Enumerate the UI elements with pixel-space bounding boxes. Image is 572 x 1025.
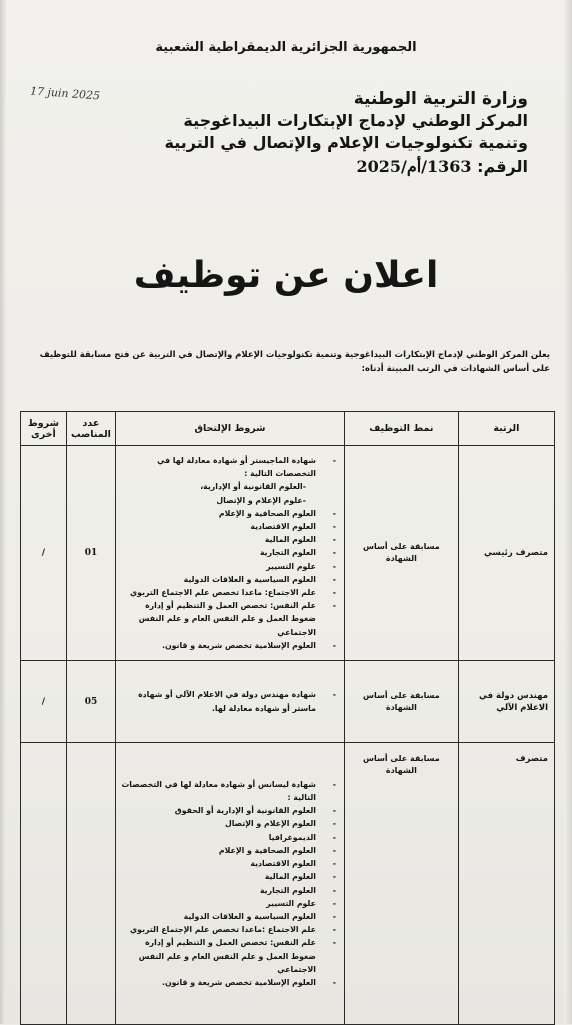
condition-text: العلوم القانونية أو الإدارية أو الحقوق bbox=[174, 806, 316, 816]
reference-number: 1363/أم/2025 bbox=[356, 157, 472, 176]
condition-item bbox=[118, 884, 340, 897]
condition-text: -علوم الإعلام و الإتصال bbox=[216, 495, 306, 505]
condition-text: العلوم السياسية و العلاقات الدولية bbox=[183, 911, 316, 921]
condition-item bbox=[118, 480, 340, 493]
issuer-header bbox=[108, 88, 528, 178]
center-name-line2: وتنمية تكنولوجيات الإعلام والإتصال في التربية bbox=[164, 133, 528, 152]
bullet-dash: - bbox=[332, 548, 336, 558]
header-conditions: شروط الإلتحاق bbox=[116, 412, 345, 446]
bullet-dash: - bbox=[332, 508, 336, 518]
condition-text: علوم التسيير bbox=[266, 561, 316, 571]
condition-text: علم الاجتماع :ماعدا تخصص علم الإجتماع التربوي bbox=[130, 925, 316, 935]
bullet-dash: - bbox=[332, 601, 336, 611]
handwritten-date-stamp: 17 juin 2025 bbox=[29, 84, 101, 103]
condition-text: العلوم التجارية bbox=[259, 885, 316, 895]
bullet-dash: - bbox=[332, 859, 336, 869]
reference-label: الرقم: bbox=[477, 157, 528, 176]
conditions-list bbox=[118, 454, 340, 652]
ministry-name: وزارة التربية الوطنية bbox=[353, 89, 528, 109]
condition-text: العلوم الاقتصادية bbox=[250, 859, 316, 869]
scan-left-edge bbox=[0, 0, 6, 1024]
condition-item bbox=[118, 533, 340, 546]
condition-item bbox=[118, 844, 340, 857]
condition-item bbox=[118, 688, 340, 714]
condition-item bbox=[118, 936, 340, 976]
announcement-title: اعلان عن توظيف bbox=[133, 255, 439, 296]
condition-text: شهادة الماجيستر أو شهادة معادلة لها في التخصصات التالية : bbox=[157, 455, 316, 479]
condition-item bbox=[118, 586, 340, 599]
condition-item bbox=[118, 778, 340, 804]
header-mode: نمط التوظيف bbox=[344, 412, 458, 446]
cell-mode: مسابقة على أساس الشهادة bbox=[344, 446, 458, 661]
conditions-list bbox=[118, 688, 340, 714]
bullet-dash: - bbox=[332, 535, 336, 545]
condition-item bbox=[118, 507, 340, 520]
cell-mode: مسابقة على أساس الشهادة bbox=[344, 661, 458, 743]
table-row bbox=[21, 661, 555, 743]
bullet-dash: - bbox=[332, 938, 336, 948]
condition-text: -العلوم القانونية أو الإدارية، bbox=[200, 482, 306, 492]
condition-text: علم الاجتماع: ماعدا تخصص علم الاجتماع التربوي bbox=[130, 588, 316, 597]
condition-item bbox=[118, 923, 340, 936]
bullet-dash: - bbox=[332, 561, 336, 571]
bullet-dash: - bbox=[332, 819, 336, 829]
condition-text: العلوم الإسلامية تخصص شريعة و قانون. bbox=[162, 640, 316, 650]
bullet-dash: - bbox=[332, 872, 336, 882]
conditions-list bbox=[118, 778, 340, 989]
cell-grade: متصرف رئيسي bbox=[458, 446, 554, 661]
bullet-dash: - bbox=[332, 845, 336, 855]
condition-text: العلوم المالية bbox=[264, 872, 316, 882]
table-row bbox=[21, 446, 555, 661]
condition-item bbox=[118, 831, 340, 844]
bullet-dash: - bbox=[332, 885, 336, 895]
condition-item bbox=[118, 560, 340, 573]
condition-item bbox=[118, 454, 340, 480]
condition-text: الديموغرافيا bbox=[268, 832, 316, 842]
condition-item bbox=[118, 573, 340, 586]
bullet-dash: - bbox=[332, 521, 336, 531]
condition-text: شهادة مهندس دولة في الاعلام الآلي أو شهادة ماستر أو شهادة معادلة لها. bbox=[138, 690, 316, 713]
condition-item bbox=[118, 494, 340, 507]
scan-right-edge bbox=[564, 0, 572, 1024]
cell-mode: مسابقة على أساس الشهادة bbox=[344, 743, 458, 1025]
cell-count: 01 bbox=[66, 446, 115, 661]
condition-item bbox=[118, 639, 340, 652]
condition-item bbox=[118, 817, 340, 830]
condition-item bbox=[118, 804, 340, 817]
condition-text: العلوم الصحافية و الإعلام bbox=[218, 508, 316, 518]
condition-item bbox=[118, 870, 340, 883]
cell-conditions bbox=[116, 446, 345, 661]
condition-item bbox=[118, 857, 340, 870]
announcement-intro: يعلن المركز الوطني لإدماج الإبتكارات البيداغوجية وتنمية تكنولوجيات الإعلام والإتصال في التربية عن فتح مسابقة للتوظيف على أساس الشهادات في الرتب المبينة أدناه: bbox=[39, 350, 550, 374]
cell-conditions bbox=[116, 661, 345, 743]
cell-grade: متصرف bbox=[458, 743, 554, 1025]
condition-item bbox=[118, 546, 340, 559]
header-count: عدد المناصب bbox=[66, 412, 115, 446]
bullet-dash: - bbox=[332, 455, 336, 465]
condition-text: العلوم الصحافية و الإعلام bbox=[218, 845, 316, 855]
bullet-dash: - bbox=[332, 574, 336, 584]
condition-item bbox=[118, 599, 340, 639]
condition-text: العلوم التجارية bbox=[259, 548, 316, 558]
cell-count: 05 bbox=[66, 661, 115, 743]
bullet-dash: - bbox=[332, 925, 336, 935]
cell-other: / bbox=[21, 661, 67, 743]
table-row bbox=[21, 743, 555, 1025]
header-other: شروط أخرى bbox=[21, 412, 67, 446]
positions-table bbox=[20, 411, 555, 1025]
condition-text: العلوم الإعلام و الإتصال bbox=[224, 819, 316, 829]
condition-item bbox=[118, 910, 340, 923]
cell-grade: مهندس دولة في الاعلام الآلي bbox=[458, 661, 554, 743]
cell-other bbox=[21, 743, 67, 1025]
condition-text: علوم التسيير bbox=[266, 898, 316, 908]
condition-text: علم النفس: تخصص العمل و التنظيم أو إدارة ضغوط العمل و علم النفس العام و علم النفس الاجتماعي bbox=[138, 601, 316, 637]
republic-heading: الجمهورية الجزائرية الديمقراطية الشعبية bbox=[155, 40, 417, 55]
reference-line bbox=[108, 156, 528, 178]
bullet-dash: - bbox=[332, 911, 336, 921]
condition-text: العلوم الاقتصادية bbox=[250, 521, 316, 531]
bullet-dash: - bbox=[332, 977, 336, 987]
condition-item bbox=[118, 976, 340, 989]
bullet-dash: - bbox=[332, 806, 336, 816]
condition-text: شهادة ليسانس أو شهادة معادلة لها في التخصصات التالية : bbox=[121, 779, 316, 803]
cell-count bbox=[66, 743, 115, 1025]
condition-text: العلوم الإسلامية تخصص شريعة و قانون. bbox=[162, 977, 316, 987]
cell-other: / bbox=[21, 446, 67, 661]
condition-item bbox=[118, 897, 340, 910]
condition-text: علم النفس: تخصص العمل و التنظيم أو إدارة ضغوط العمل و علم النفس العام و علم النفس الاجتماعي bbox=[138, 938, 316, 974]
condition-text: العلوم السياسية و العلاقات الدولية bbox=[183, 574, 316, 584]
center-name-line1: المركز الوطني لإدماج الإبتكارات البيداغوجية bbox=[183, 111, 528, 130]
bullet-dash: - bbox=[332, 640, 336, 650]
condition-text: العلوم المالية bbox=[264, 535, 316, 545]
bullet-dash: - bbox=[332, 832, 336, 842]
header-grade: الرتبة bbox=[458, 412, 554, 446]
table-header-row bbox=[21, 412, 555, 446]
bullet-dash: - bbox=[332, 588, 336, 597]
bullet-dash: - bbox=[332, 779, 336, 789]
bullet-dash: - bbox=[332, 898, 336, 908]
bullet-dash: - bbox=[332, 690, 336, 700]
cell-conditions bbox=[116, 743, 345, 1025]
condition-item bbox=[118, 520, 340, 533]
